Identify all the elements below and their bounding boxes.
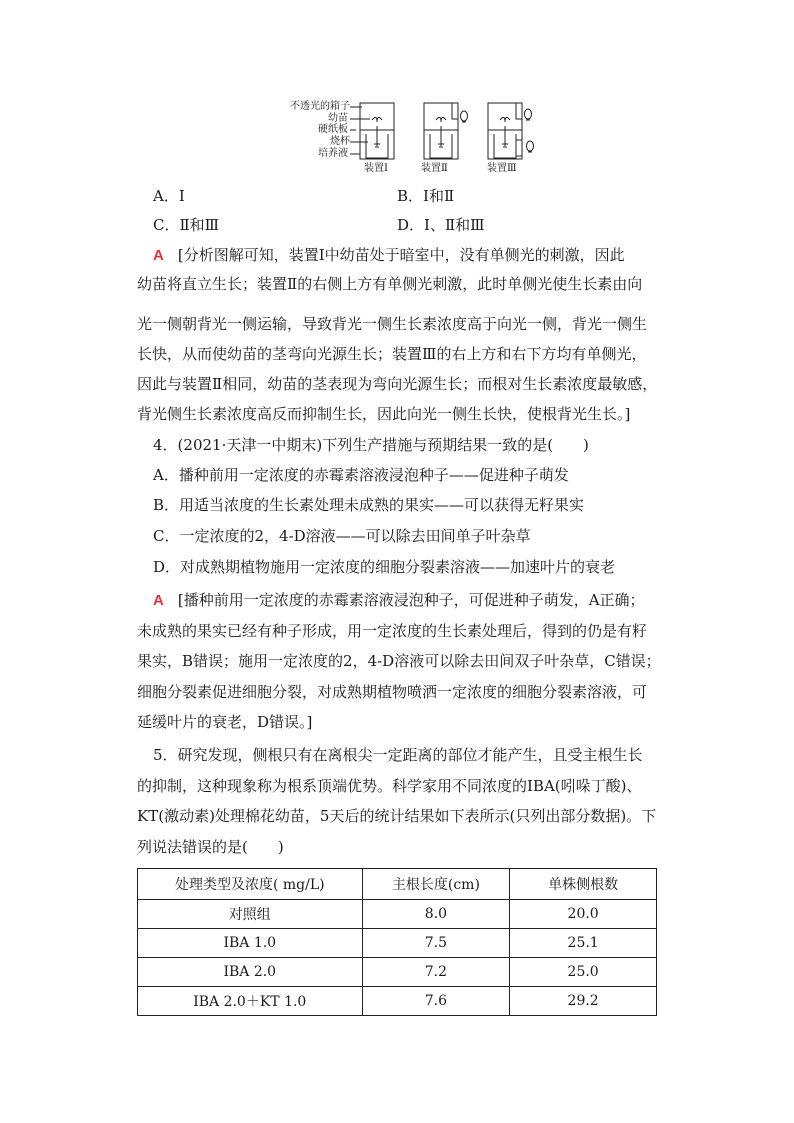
q3-explanation-line: 光一侧朝背光一侧运输，导致背光一侧生长素浓度高于向光一侧，背光一侧生 — [137, 315, 648, 333]
q3-option-c: C．Ⅱ和Ⅲ — [153, 216, 220, 234]
q3-explanation-line: 因此与装置Ⅱ相同，幼苗的茎表现为弯向光源生长；而根对生长素浓度最敏感， — [137, 375, 658, 393]
q3-explanation-line: 长快，从而使幼苗的茎弯向光源生长；装置Ⅲ的右上方和右下方均有单侧光， — [137, 345, 647, 363]
table-cell: 8.0 — [362, 900, 510, 929]
figure-label-solution: 培养液 — [318, 148, 348, 159]
table-cell: 25.1 — [510, 929, 657, 958]
table-cell: 7.5 — [362, 929, 510, 958]
table-cell: 20.0 — [510, 900, 657, 929]
table-cell: 对照组 — [138, 900, 363, 929]
q5-stem-line: 的抑制，这种现象称为根系顶端优势。科学家用不同浓度的IBA(吲哚丁酸)、 — [137, 777, 642, 795]
q4-option-c: C．一定浓度的2，4-D溶液——可以除去田间单子叶杂草 — [153, 527, 531, 545]
figure-label-beaker: 烧杯 — [330, 136, 350, 147]
results-table — [137, 868, 657, 1016]
q3-option-b: B．Ⅰ和Ⅱ — [397, 187, 455, 205]
q4-explanation-line: 细胞分裂素促进细胞分裂，对成熟期植物喷洒一定浓度的细胞分裂素溶液，可 — [137, 683, 648, 701]
table-header: 单株侧根数 — [510, 869, 657, 900]
q4-explanation-line: 果实，B错误；施用一定浓度的2，4-D溶液可以除去田间双子叶杂草，C错误； — [137, 652, 661, 670]
q4-option-b: B．用适当浓度的生长素处理未成熟的果实——可以获得无籽果实 — [153, 496, 585, 514]
table-cell: 7.2 — [362, 958, 510, 987]
q3-option-a: A．Ⅰ — [153, 187, 185, 205]
q3-explanation-line: 背光侧生长素浓度高反而抑制生长，因此向光一侧生长快，使根背光生长。] — [137, 405, 631, 423]
q4-stem: 4．(2021·天津一中期末)下列生产措施与预期结果一致的是( ) — [153, 436, 589, 454]
table-cell: IBA 1.0 — [138, 929, 363, 958]
table-cell: 29.2 — [510, 987, 657, 1016]
table-header: 主根长度(cm) — [362, 869, 510, 900]
apparatus-drawing — [350, 100, 550, 162]
q4-option-a: A．播种前用一定浓度的赤霉素溶液浸泡种子——促进种子萌发 — [153, 466, 569, 484]
q3-answer: A — [153, 247, 164, 264]
table-cell: 7.6 — [362, 987, 510, 1016]
q3-explanation-line: 幼苗将直立生长；装置Ⅱ的右侧上方有单侧光刺激，此时单侧光使生长素由向 — [137, 275, 643, 293]
q5-stem-line: KT(激动素)处理棉花幼苗，5天后的统计结果如下表所示(只列出部分数据)。下 — [137, 807, 657, 825]
q3-option-d: D．Ⅰ、Ⅱ和Ⅲ — [397, 216, 485, 234]
table-cell: 25.0 — [510, 958, 657, 987]
figure-label-cardboard: 硬纸板 — [318, 124, 348, 135]
q4-explanation-line: 未成熟的果实已经有种子形成，用一定浓度的生长素处理后，得到的仍是有籽 — [137, 622, 648, 640]
q5-stem-line: 5．研究发现，侧根只有在离根尖一定距离的部位才能产生，且受主根生长 — [153, 746, 643, 764]
q4-explanation-line: [播种前用一定浓度的赤霉素溶液浸泡种子，可促进种子萌发，A正确； — [177, 591, 645, 609]
figure-label-seedling: 幼苗 — [328, 113, 348, 124]
q4-option-d: D．对成熟期植物施用一定浓度的细胞分裂素溶液——加速叶片的衰老 — [153, 558, 616, 576]
q5-stem-line: 列说法错误的是( ) — [137, 838, 284, 856]
figure-label-box: 不透光的箱子 — [290, 101, 350, 112]
table-header: 处理类型及浓度( mg/L) — [138, 869, 363, 900]
table-cell: IBA 2.0 — [138, 958, 363, 987]
table-row — [138, 987, 657, 1016]
table-row — [138, 929, 657, 958]
q4-answer: A — [153, 592, 164, 609]
q4-explanation-line: 延缓叶片的衰老，D错误。] — [137, 713, 313, 731]
device-caption-1: 装置Ⅰ — [364, 163, 388, 174]
table-row — [138, 900, 657, 929]
table-header-row — [138, 869, 657, 900]
device-caption-3: 装置Ⅲ — [487, 163, 517, 174]
table-cell: IBA 2.0＋KT 1.0 — [138, 987, 363, 1016]
table-row — [138, 958, 657, 987]
q3-explanation-line: [分析图解可知，装置Ⅰ中幼苗处于暗室中，没有单侧光的刺激，因此 — [177, 246, 625, 264]
device-caption-2: 装置Ⅱ — [421, 163, 448, 174]
